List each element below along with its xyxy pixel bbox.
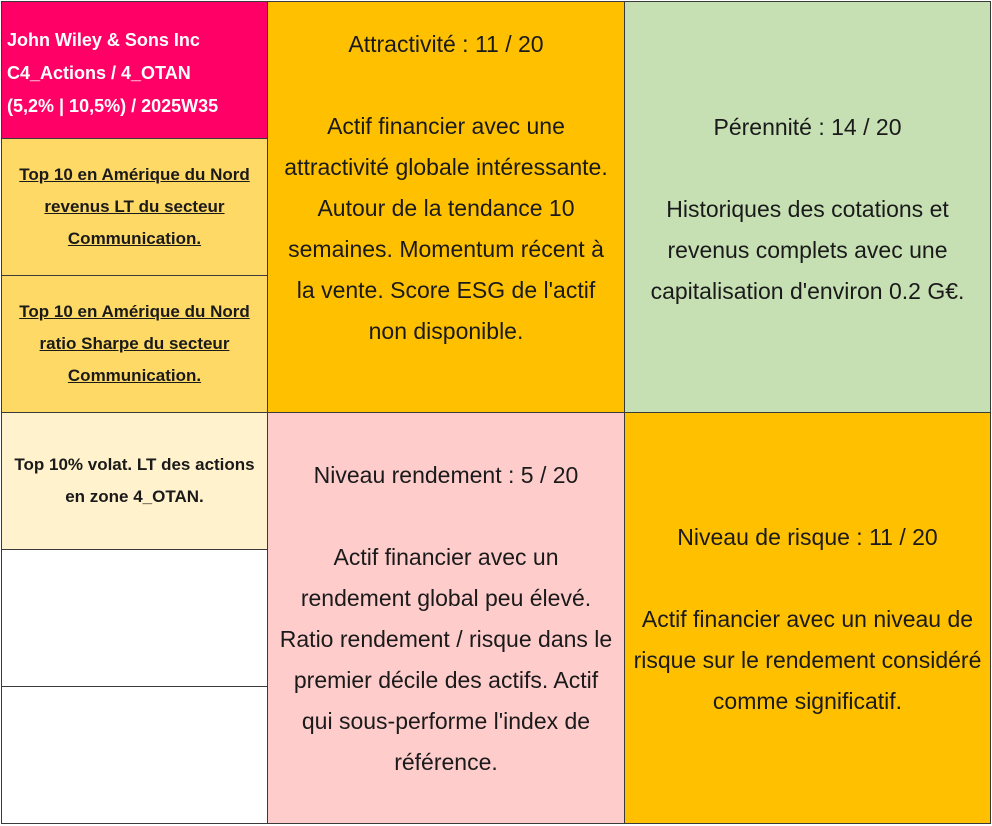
ranking-text-2: Top 10 en Amérique du Nord ratio Sharpe du secteur Communication. xyxy=(19,302,250,385)
rendement-title: Niveau rendement : 5 / 20 xyxy=(313,462,579,488)
perennite-title: Pérennité : 14 / 20 xyxy=(713,114,902,140)
ranking-text-3: Top 10% volat. LT des actions en zone 4_OTAN. xyxy=(14,455,255,506)
risque-panel xyxy=(624,412,991,824)
attractivite-title: Attractivité : 11 / 20 xyxy=(348,31,544,57)
attractivite-body: Actif financier avec une attractivité globale intéressante. Autour de la tendance 10 semaines. Momentum récent à la vente. Score ESG de l'actif non disponible. xyxy=(284,113,608,344)
ranking-text-1: Top 10 en Amérique du Nord revenus LT du secteur Communication. xyxy=(19,165,250,248)
perennite-panel xyxy=(624,1,991,413)
asset-category: C4_Actions / 4_OTAN xyxy=(7,63,191,83)
ranking-cell-3 xyxy=(1,412,268,550)
risque-body: Actif financier avec un niveau de risque sur le rendement considéré comme significatif. xyxy=(633,606,982,714)
ranking-cell-4 xyxy=(1,549,268,687)
rendement-panel xyxy=(267,412,625,824)
attractivite-panel xyxy=(267,1,625,413)
perennite-body: Historiques des cotations et revenus complets avec une capitalisation d'environ 0.2 G€. xyxy=(650,196,965,304)
ranking-cell-5 xyxy=(1,686,268,824)
rendement-body: Actif financier avec un rendement global peu élevé. Ratio rendement / risque dans le premier décile des actifs. Actif qui sous-performe l'index de référence. xyxy=(279,544,613,775)
asset-header-cell xyxy=(1,1,268,139)
asset-name: John Wiley & Sons Inc xyxy=(7,30,200,50)
ranking-cell-2 xyxy=(1,275,268,413)
risque-title: Niveau de risque : 11 / 20 xyxy=(677,524,938,550)
ranking-cell-1 xyxy=(1,138,268,276)
asset-stats: (5,2% | 10,5%) / 2025W35 xyxy=(7,96,219,116)
